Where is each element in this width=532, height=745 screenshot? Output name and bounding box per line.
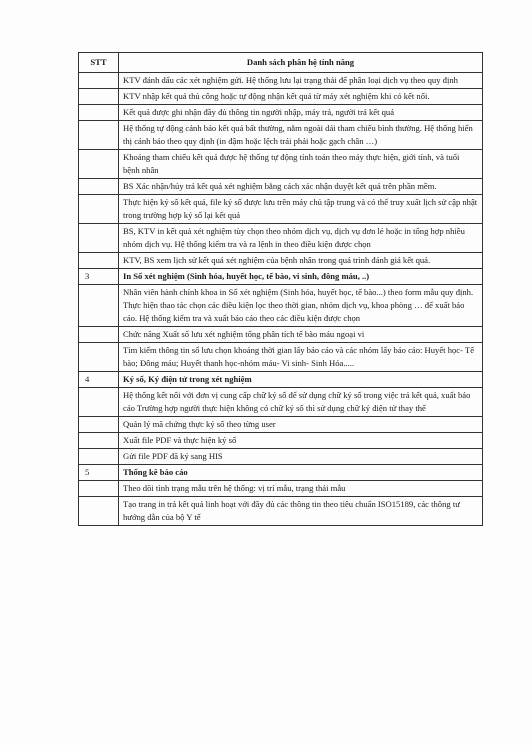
table-row xyxy=(79,417,483,433)
row-number xyxy=(79,253,119,269)
feature-table xyxy=(78,52,483,526)
row-number xyxy=(79,417,119,433)
row-text: Gửi file PDF đã ký sang HIS xyxy=(119,449,483,465)
table-header-row xyxy=(79,53,483,73)
row-text: Xuất file PDF và thực hiện ký số xyxy=(119,433,483,449)
row-number xyxy=(79,497,119,526)
table-row xyxy=(79,121,483,150)
stt-header: STT xyxy=(79,53,119,73)
section-title: In Sổ xét nghiệm (Sinh hóa, huyết học, tế bào, vi sinh, đông máu, ..) xyxy=(119,269,483,285)
table-row xyxy=(79,327,483,343)
row-number xyxy=(79,105,119,121)
row-number xyxy=(79,285,119,327)
row-text: Quản lý mã chứng thực ký số theo từng user xyxy=(119,417,483,433)
row-number xyxy=(79,327,119,343)
row-number xyxy=(79,73,119,89)
row-number xyxy=(79,224,119,253)
row-text: Theo dõi tình trạng mẫu trên hệ thống: vị trí mẫu, trạng thái mẫu xyxy=(119,481,483,497)
table-row xyxy=(79,179,483,195)
table-row xyxy=(79,150,483,179)
table-row xyxy=(79,195,483,224)
row-text: Hệ thống kết nối với đơn vị cung cấp chữ ký số để sử dụng chữ ký số trong việc trả kết quả, xuất báo cáo Trường hợp người thực hiện không có chữ ký số thì sử dụng chữ ký điện tử thay thế xyxy=(119,388,483,417)
row-text: Khoảng tham chiếu kết quả được hệ thống tự động tính toán theo máy thực hiện, giới tính, và tuổi bệnh nhân xyxy=(119,150,483,179)
section-title: Ký số, Ký điện tử trong xét nghiệm xyxy=(119,372,483,388)
row-text: Chức năng Xuất sổ lưu xét nghiệm tổng phân tích tế bào máu ngoại vi xyxy=(119,327,483,343)
table-row xyxy=(79,285,483,327)
row-text: KTV đánh dấu các xét nghiệm gửi. Hệ thống lưu lại trạng thái để phân loại dịch vụ theo quy định xyxy=(119,73,483,89)
row-number xyxy=(79,388,119,417)
table-row xyxy=(79,105,483,121)
table-row xyxy=(79,481,483,497)
row-text: KTV, BS xem lịch sử kết quả xét nghiệm của bệnh nhân trong quá trình đánh giá kết quả. xyxy=(119,253,483,269)
row-text: BS, KTV in kết quả xét nghiệm tùy chọn theo nhóm dịch vụ, dịch vụ đơn lẻ hoặc in tổng hợp nhiều nhóm dịch vụ. Hệ thống kiểm tra và ra lệnh in theo điều kiện được chọn xyxy=(119,224,483,253)
table-row xyxy=(79,388,483,417)
row-number xyxy=(79,449,119,465)
section-row xyxy=(79,465,483,481)
table-row xyxy=(79,433,483,449)
table-row xyxy=(79,89,483,105)
row-number xyxy=(79,89,119,105)
row-number xyxy=(79,150,119,179)
table-row xyxy=(79,224,483,253)
row-number xyxy=(79,121,119,150)
row-text: Nhân viên hành chính khoa in Sổ xét nghiệm (Sinh hóa, huyết học, tế bào...) theo form mẫu quy định. Thực hiện thao tác chọn các điều kiện lọc theo thời gian, nhóm dịch vụ, khoa phòng … để xuất báo cáo. Hệ thống kiểm tra và xuất báo cáo theo các điều kiện được chọn xyxy=(119,285,483,327)
table-row xyxy=(79,449,483,465)
row-text: Thực hiện ký số kết quả, file ký số được lưu trên máy chủ tập trung và có thể truy xuất lịch sử cập nhật trong trường hợp ký số lại kết quả xyxy=(119,195,483,224)
row-number: 3 xyxy=(79,269,119,285)
row-number xyxy=(79,343,119,372)
row-text: Hệ thống tự động cảnh báo kết quả bất thường, nằm ngoài dải tham chiếu bình thường. Hệ thống hiển thị cảnh báo theo quy định (in đậm hoặc lệch trái phải hoặc gạch chân …) xyxy=(119,121,483,150)
row-number xyxy=(79,481,119,497)
row-text: BS Xác nhận/hủy trả kết quả xét nghiệm bằng cách xác nhận duyệt kết quả trên phần mềm. xyxy=(119,179,483,195)
row-number xyxy=(79,195,119,224)
table-row xyxy=(79,73,483,89)
section-row xyxy=(79,372,483,388)
row-number xyxy=(79,433,119,449)
table-row xyxy=(79,253,483,269)
row-number: 4 xyxy=(79,372,119,388)
table-row xyxy=(79,343,483,372)
row-text: KTV nhập kết quả thủ công hoặc tự động nhận kết quả từ máy xét nghiệm khi có kết nối. xyxy=(119,89,483,105)
title-header: Danh sách phân hệ tính năng xyxy=(119,53,483,73)
row-text: Kết quả được ghi nhận đầy đủ thông tin người nhập, máy trả, người trả kết quả xyxy=(119,105,483,121)
section-title: Thống kê báo cáo xyxy=(119,465,483,481)
table-row xyxy=(79,497,483,526)
row-text: Tìm kiếm thông tin sổ lưu chọn khoảng thời gian lấy báo cáo và các nhóm lấy báo cáo: Huyết học- Tế bào; Đông máu; Huyết thanh học-nhóm máu- Vi sinh- Sinh Hóa..... xyxy=(119,343,483,372)
row-text: Tạo trang in trả kết quả linh hoạt với đầy đủ các thông tin theo tiêu chuẩn ISO15189, các thông tư hướng dẫn của bộ Y tế xyxy=(119,497,483,526)
row-number xyxy=(79,179,119,195)
row-number: 5 xyxy=(79,465,119,481)
section-row xyxy=(79,269,483,285)
